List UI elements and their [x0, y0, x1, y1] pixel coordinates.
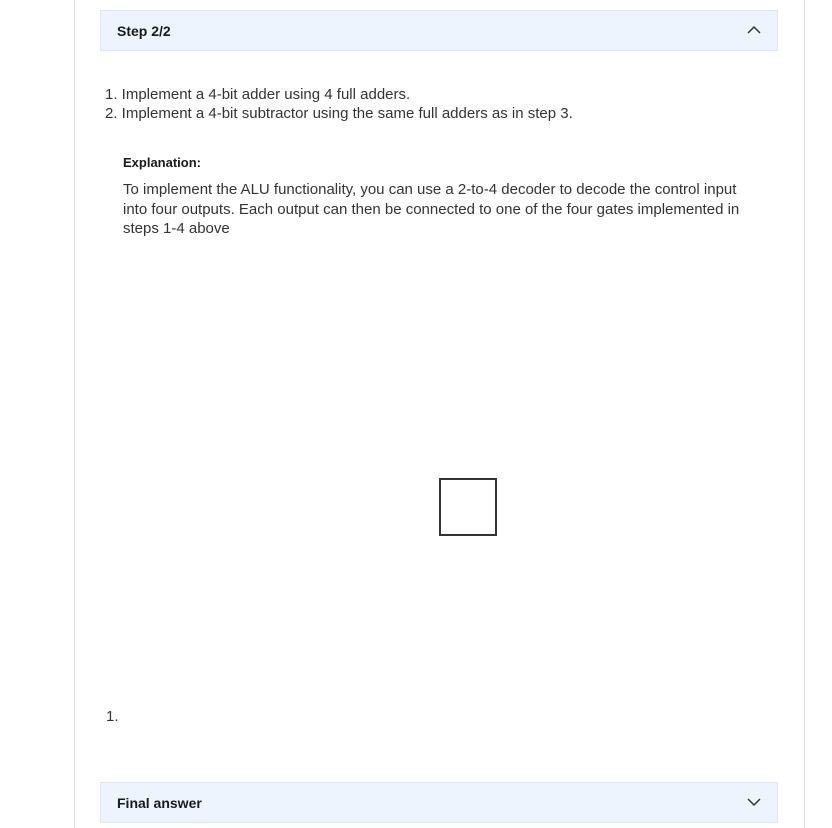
step-item: 2. Implement a 4-bit subtractor using the same full adders as in step 3.: [105, 105, 573, 122]
steps-list: [105, 85, 573, 123]
empty-list-item: 1.: [106, 708, 119, 725]
content-border-right: [804, 0, 805, 828]
step-title: Step 2/2: [117, 23, 171, 39]
chevron-up-icon[interactable]: [747, 25, 761, 35]
step-accordion-header[interactable]: [100, 10, 778, 51]
final-answer-title: Final answer: [117, 795, 202, 811]
final-answer-accordion-header[interactable]: [100, 782, 778, 823]
explanation-label: Explanation:: [123, 155, 202, 170]
content-border-left: [74, 0, 75, 828]
step-item: 1. Implement a 4-bit adder using 4 full adders.: [105, 86, 411, 103]
explanation-text: To implement the ALU functionality, you can use a 2-to-4 decoder to decode the control input into four outputs. Each output can then be connected to one of the four gates implemented in steps 1-4 above: [123, 181, 740, 237]
chevron-down-icon[interactable]: [747, 797, 761, 807]
image-placeholder-box: [439, 478, 497, 536]
